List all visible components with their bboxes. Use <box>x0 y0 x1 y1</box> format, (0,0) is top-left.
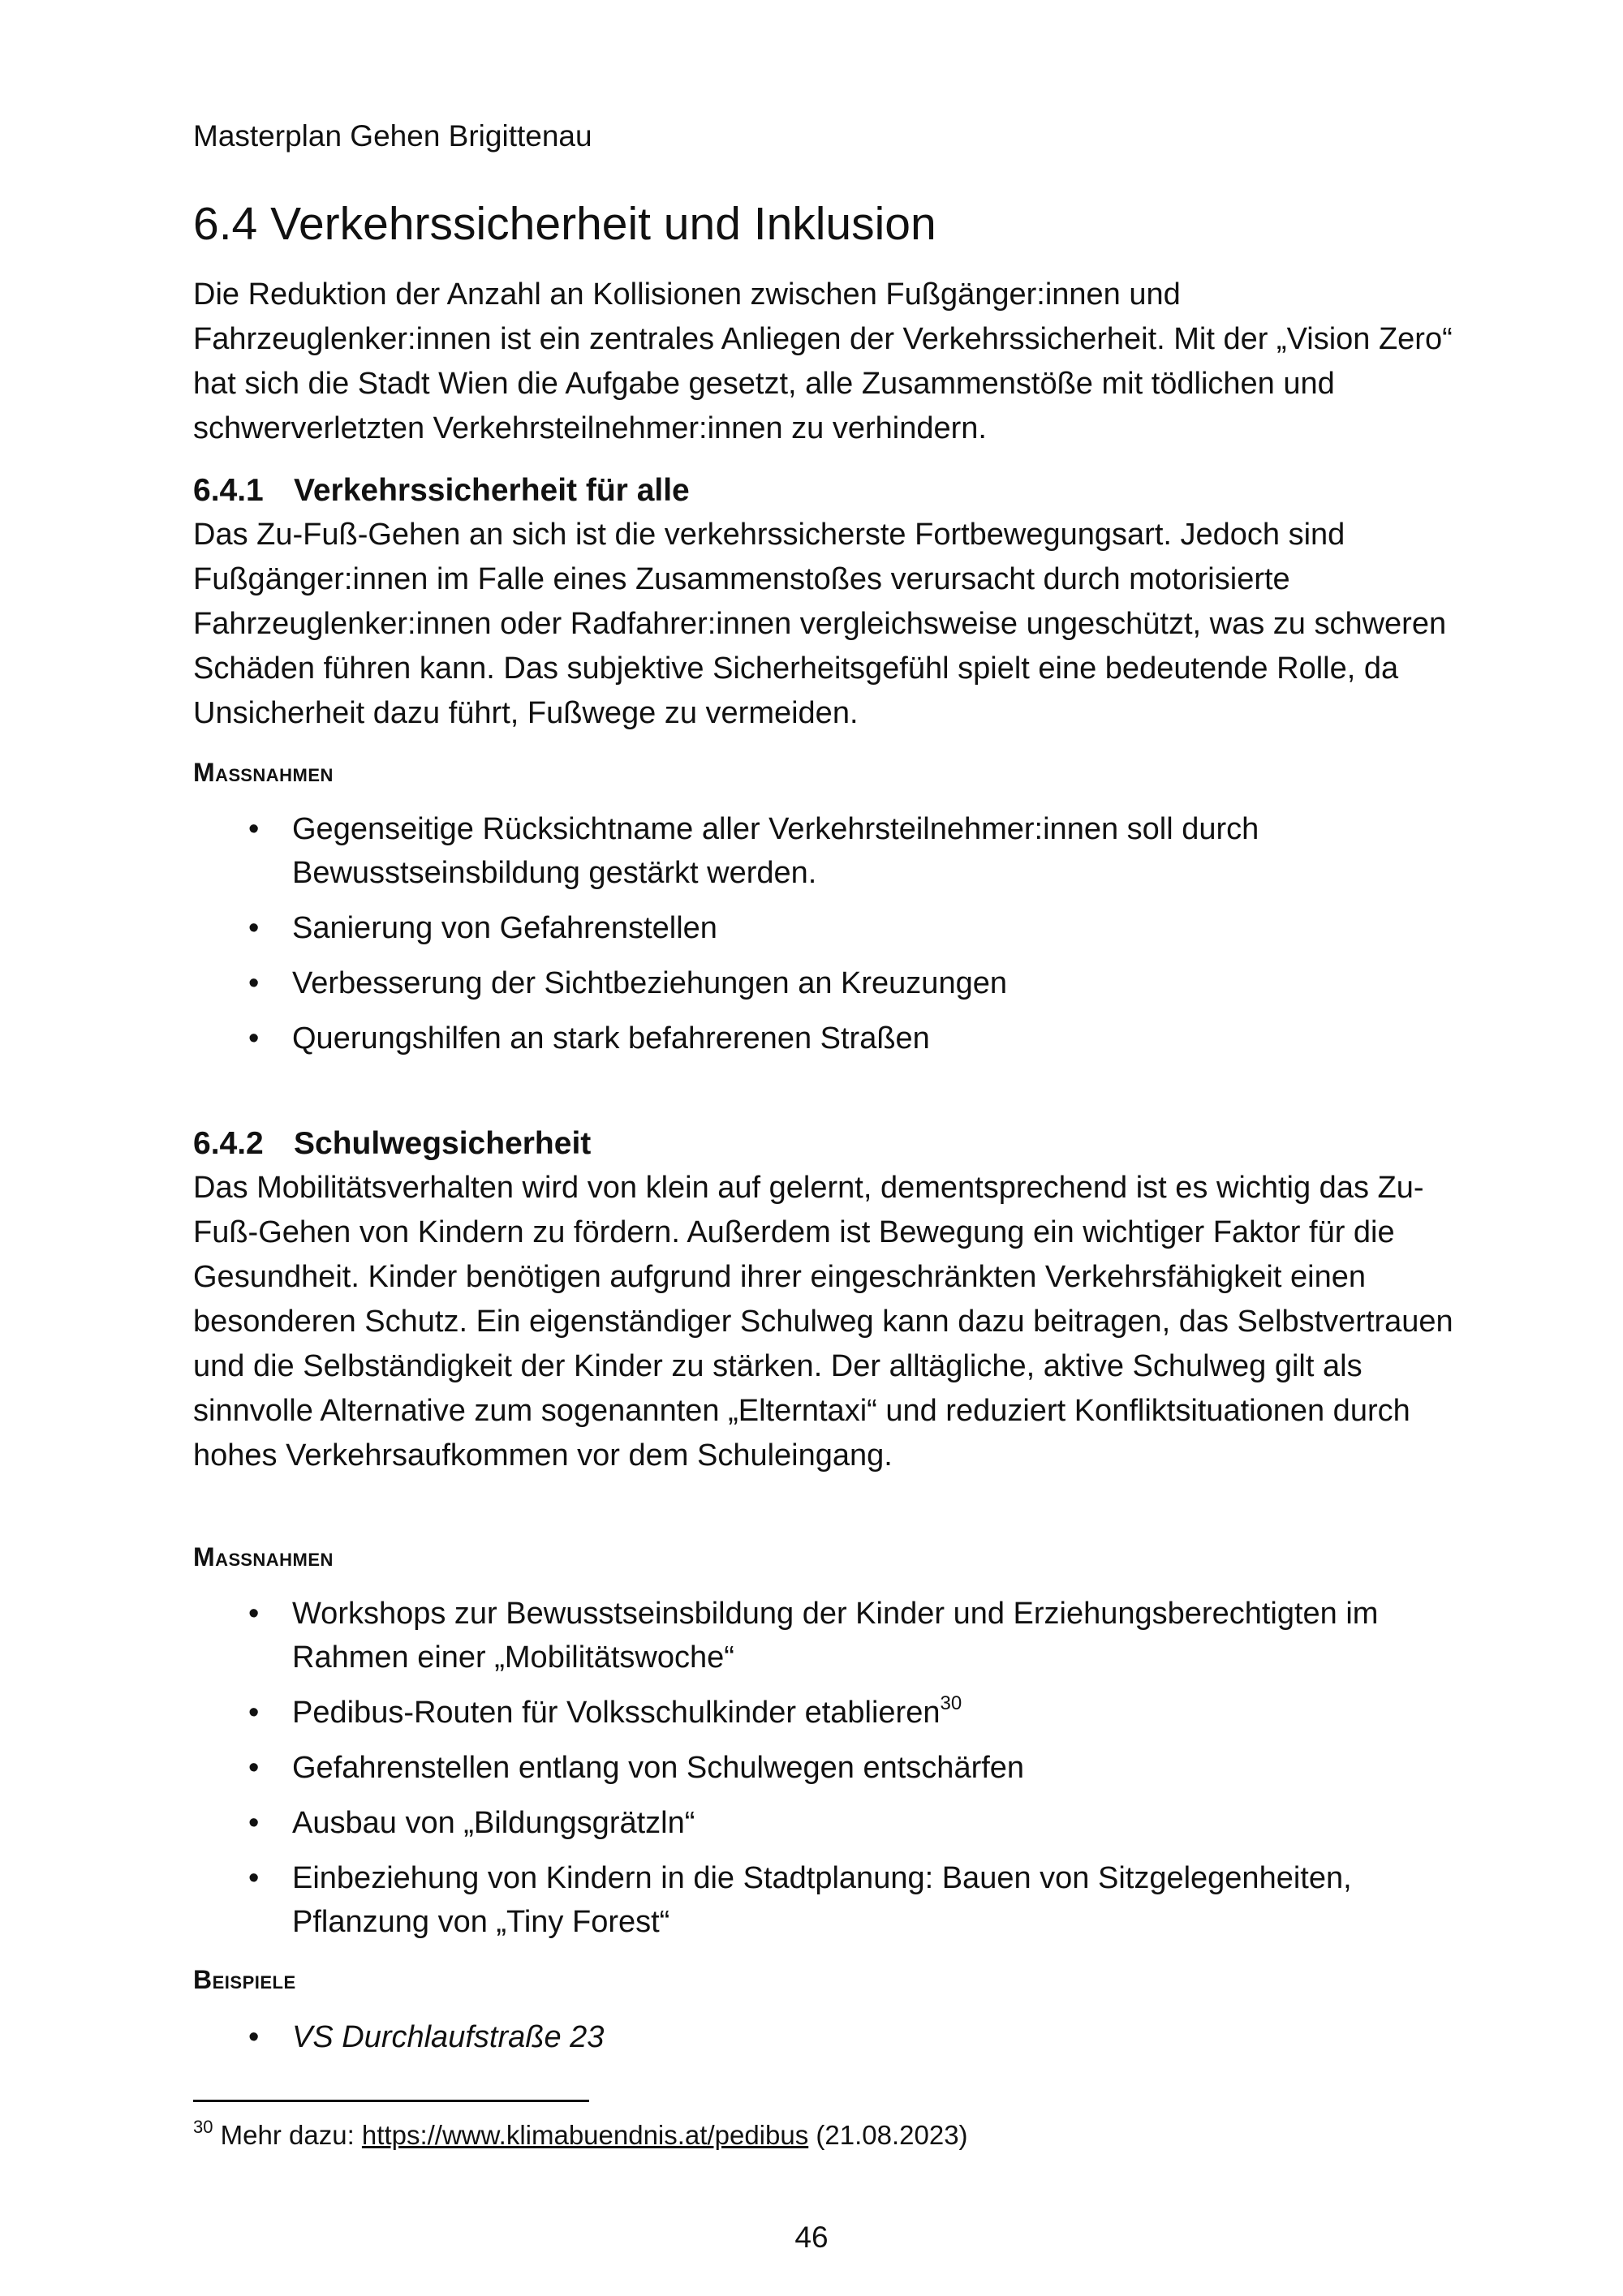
list-item: • Gegenseitige Rücksichtname aller Verkehrsteilnehmer:innen soll durch Bewusstseinsbildung gestärkt werden. <box>193 807 1459 895</box>
bullet-icon: • <box>248 1597 260 1631</box>
footnote-divider <box>193 2100 589 2102</box>
subsection-title: Schulwegsicherheit <box>294 1126 592 1161</box>
list-item: • Querungshilfen an stark befahrerenen Straßen <box>193 1017 1459 1060</box>
list-item: • Gefahrenstellen entlang von Schulwegen entschärfen <box>193 1746 1459 1790</box>
list-item: • Pedibus-Routen für Volksschulkinder etablieren$^{30}$ <box>193 1691 1459 1735</box>
subsection-number: 6.4.1 <box>193 473 264 508</box>
examples-label: Beispiele <box>193 1965 296 1994</box>
bullet-icon: • <box>248 1861 260 1895</box>
examples-list <box>193 2015 1459 2070</box>
bullet-icon: • <box>248 1696 260 1730</box>
subsection-title: Verkehrssicherheit für alle <box>294 473 690 508</box>
measures-label-1: Maßnahmen <box>193 758 334 787</box>
section-title: 6.4 Verkehrssicherheit und Inklusion <box>193 198 936 250</box>
footnote-reference[interactable]: 30 <box>940 1692 962 1714</box>
list-item: • Sanierung von Gefahrenstellen <box>193 906 1459 950</box>
bullet-icon: • <box>248 1806 260 1840</box>
measures-label-2: Maßnahmen <box>193 1542 334 1572</box>
bullet-icon: • <box>248 812 260 846</box>
list-item: • VS Durchlaufstraße 23 <box>193 2015 1459 2059</box>
list-item: • Einbeziehung von Kindern in die Stadtplanung: Bauen von Sitzgelegenheiten, Pflanzung von „Tiny Forest“ <box>193 1856 1459 1944</box>
list-item: • Workshops zur Bewusstseinsbildung der Kinder und Erziehungsberechtigten im Rahmen einer „Mobilitätswoche“ <box>193 1592 1459 1679</box>
bullet-icon: • <box>248 1021 260 1056</box>
measures-list-1 <box>193 807 1459 1072</box>
footnote-link[interactable]: https://www.klimabuendnis.at/pedibus <box>361 2120 809 2150</box>
subsection-number: 6.4.2 <box>193 1126 264 1161</box>
footnote-date: (21.08.2023) <box>816 2120 968 2150</box>
subsection-body-1: Das Zu-Fuß-Gehen an sich ist die verkehrssicherste Fortbewegungsart. Jedoch sind Fußgänger:innen im Falle eines Zusammenstoßes verursacht durch motorisierte Fahrzeuglenker:innen oder Radfahrer:innen vergleichsweise ungeschützt, was zu schweren Schäden führen kann. Das subjektive Sicherheitsgefühl spielt eine bedeutende Rolle, da Unsicherheit dazu führt, Fußwege zu vermeiden. <box>193 518 1447 730</box>
running-header: Masterplan Gehen Brigittenau <box>193 119 592 153</box>
measures-list-2 <box>193 1592 1459 1955</box>
footnote-number: 30 <box>193 2117 213 2137</box>
bullet-icon: • <box>248 1751 260 1785</box>
footnote-prefix: Mehr dazu: <box>220 2120 355 2150</box>
bullet-icon: • <box>248 911 260 945</box>
subsection-body-2: Das Mobilitätsverhalten wird von klein auf gelernt, dementsprechend ist es wichtig das Zu-Fuß-Gehen von Kindern zu fördern. Außerdem ist Bewegung ein wichtiger Faktor für die Gesundheit. Kinder benötigen aufgrund ihrer eingeschränkten Verkehrsfähigkeit einen besonderen Schutz. Ein eigenständiger Schulweg kann dazu beitragen, das Selbstvertrauen und die Selbständigkeit der Kinder zu stärken. Der alltägliche, aktive Schulweg gilt als sinnvolle Alternative zum sogenannten „Elterntaxi“ und reduziert Konfliktsituationen durch hohes Verkehrsaufkommen vor dem Schuleingang. <box>193 1171 1453 1473</box>
subsection-heading-2 <box>193 1121 591 1166</box>
footnote <box>193 2118 968 2153</box>
page-number: 46 <box>794 2221 829 2254</box>
bullet-icon: • <box>248 2020 260 2054</box>
subsection-heading-1 <box>193 468 690 513</box>
list-item: • Verbesserung der Sichtbeziehungen an Kreuzungen <box>193 961 1459 1005</box>
bullet-icon: • <box>248 966 260 1000</box>
section-intro: Die Reduktion der Anzahl an Kollisionen zwischen Fußgänger:innen und Fahrzeuglenker:innen ist ein zentrales Anliegen der Verkehrssicherheit. Mit der „Vision Zero“ hat sich die Stadt Wien die Aufgabe gesetzt, alle Zusammenstöße mit tödlichen und schwerverletzten Verkehrsteilnehmer:innen zu verhindern. <box>193 277 1453 445</box>
list-item: • Ausbau von „Bildungsgrätzln“ <box>193 1801 1459 1845</box>
